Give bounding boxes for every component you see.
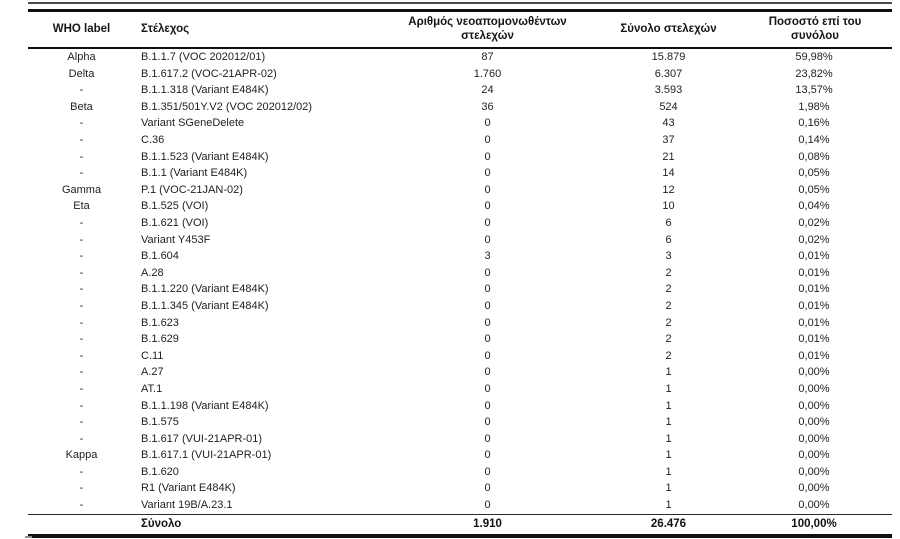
strain-cell: B.1.617 (VUI-21APR-01): [141, 432, 263, 445]
new-isolates-cell: 0: [484, 399, 491, 412]
table-row: [28, 381, 892, 398]
new-isolates-cell: 0: [484, 482, 491, 495]
table-row: [28, 165, 892, 182]
who-label-cell: Delta: [68, 67, 95, 80]
new-isolates-cell: 0: [484, 349, 491, 362]
who-label-cell: -: [79, 482, 84, 495]
who-label-cell: -: [79, 499, 84, 512]
table-row: [28, 115, 892, 132]
header-pct-of-total: Ποσοστό επί του συνόλου: [760, 11, 892, 49]
header-strain: Στέλεχος: [135, 11, 398, 49]
table-row: [28, 331, 892, 348]
who-label-cell: Beta: [70, 100, 93, 113]
pct-cell: 0,00%: [798, 416, 830, 429]
who-label-cell: -: [79, 266, 84, 279]
new-isolates-cell: 0: [484, 333, 491, 346]
cropped-footnote-mark: [25, 536, 32, 538]
total-strains-cell: 3.593: [654, 84, 683, 97]
table-header: [28, 11, 892, 49]
total-strains-cell: 2: [665, 316, 672, 329]
new-isolates-cell: 0: [484, 266, 491, 279]
strain-cell: B.1.623: [141, 316, 179, 329]
total-strains-cell: 1: [665, 416, 672, 429]
new-isolates-cell: 87: [481, 51, 494, 64]
total-strains-cell: 2: [665, 266, 672, 279]
new-isolates-cell: 0: [484, 233, 491, 246]
who-label-cell: -: [79, 134, 84, 146]
new-isolates-cell: 0: [484, 134, 491, 146]
total-strains-cell: 15.879: [651, 51, 686, 64]
total-strains-cell: 1: [665, 465, 672, 478]
new-isolates-cell: 0: [484, 432, 491, 445]
pct-cell: 0,00%: [798, 465, 830, 478]
pct-cell: 0,00%: [798, 499, 830, 512]
table-row: [28, 315, 892, 332]
pct-cell: 0,00%: [798, 432, 830, 445]
new-isolates-cell: 0: [484, 200, 491, 213]
strain-cell: C.36: [141, 134, 165, 146]
who-label-cell: -: [79, 167, 84, 180]
strain-cell: A.28: [141, 266, 164, 279]
total-strains-cell: 37: [662, 134, 675, 146]
who-label-cell: -: [79, 299, 84, 312]
table-row: [28, 66, 892, 83]
strain-cell: B.1.351/501Y.V2 (VOC 202012/02): [141, 100, 313, 113]
total-strains-cell: 12: [662, 183, 675, 196]
pct-cell: 1,98%: [798, 100, 830, 113]
table-row: [28, 398, 892, 415]
table-row: [28, 198, 892, 215]
who-label-cell: Alpha: [67, 51, 96, 64]
header-who-label: WHO label: [28, 11, 135, 49]
new-isolates-cell: 1.760: [473, 67, 502, 80]
who-label-cell: -: [79, 117, 84, 130]
pct-cell: 0,00%: [798, 366, 830, 379]
strain-cell: B.1.621 (VOI): [141, 216, 209, 229]
table-row: [28, 497, 892, 514]
strain-cell: P.1 (VOC-21JAN-02): [141, 183, 243, 196]
pct-cell: 0,01%: [798, 299, 830, 312]
header-total-strains: Σύνολο στελεχών: [577, 11, 760, 49]
strain-cell: B.1.1.7 (VOC 202012/01): [141, 51, 266, 64]
pct-cell: 0,14%: [798, 134, 830, 146]
total-strains-cell: 1: [665, 382, 672, 395]
new-isolates-cell: 36: [481, 100, 494, 113]
new-isolates-cell: 0: [484, 465, 491, 478]
who-label-cell: -: [79, 233, 84, 246]
table-top-rule: [28, 2, 892, 9]
total-strains-cell: 2: [665, 283, 672, 296]
total-strains-cell: 2: [665, 333, 672, 346]
total-strains-cell: 6: [665, 216, 672, 229]
total-strains-cell: 1: [665, 499, 672, 512]
who-label-cell: -: [79, 382, 84, 395]
strain-cell: B.1.1.318 (Variant E484K): [141, 84, 269, 97]
strain-cell: B.1.617.1 (VUI-21APR-01): [141, 449, 272, 462]
strain-cell: B.1.525 (VOI): [141, 200, 209, 213]
new-isolates-cell: 0: [484, 449, 491, 462]
table-row: [28, 281, 892, 298]
who-label-cell: -: [79, 316, 84, 329]
strain-cell: C.11: [141, 349, 164, 362]
who-label-cell: -: [79, 366, 84, 379]
table-row: [28, 480, 892, 497]
who-label-cell: -: [79, 84, 84, 97]
new-isolates-cell: 0: [484, 316, 491, 329]
who-label-cell: -: [79, 150, 84, 163]
pct-cell: 0,01%: [798, 349, 830, 362]
total-new-cell: 1.910: [398, 514, 577, 536]
who-label-cell: -: [79, 349, 84, 362]
strain-cell: B.1.604: [141, 250, 179, 263]
pct-cell: 0,05%: [798, 167, 830, 180]
new-isolates-cell: 0: [484, 382, 491, 395]
strain-cell: B.1.575: [141, 416, 179, 429]
total-strains-cell: 524: [659, 100, 678, 113]
pct-cell: 0,02%: [798, 233, 830, 246]
pct-cell: 0,04%: [798, 200, 830, 213]
strain-cell: B.1.617.2 (VOC-21APR-02): [141, 67, 277, 80]
pct-cell: 0,08%: [798, 150, 830, 163]
total-strains-cell: 1: [665, 449, 672, 462]
strain-cell: AT.1: [141, 382, 163, 395]
total-row: [28, 514, 892, 536]
strain-cell: B.1.1.345 (Variant E484K): [141, 299, 269, 312]
table-row: [28, 464, 892, 481]
table-row: [28, 149, 892, 166]
new-isolates-cell: 0: [484, 117, 491, 130]
pct-cell: 0,00%: [798, 482, 830, 495]
total-strains-cell: 14: [662, 167, 675, 180]
table-row: [28, 215, 892, 232]
table-row: [28, 348, 892, 365]
table-row: [28, 82, 892, 99]
who-label-cell: -: [79, 216, 84, 229]
total-strains-cell: 6.307: [654, 67, 683, 80]
pct-cell: 13,57%: [795, 84, 833, 97]
strain-cell: B.1.1 (Variant E484K): [141, 167, 248, 180]
strain-cell: B.1.1.198 (Variant E484K): [141, 399, 269, 412]
new-isolates-cell: 0: [484, 416, 491, 429]
total-strains-cell: 2: [665, 299, 672, 312]
pct-cell: 0,00%: [798, 449, 830, 462]
who-label-cell: Gamma: [61, 183, 102, 196]
strain-cell: B.1.620: [141, 465, 179, 478]
table-row: [28, 132, 892, 149]
new-isolates-cell: 3: [484, 250, 491, 263]
table-row: [28, 364, 892, 381]
variants-table-container: [28, 2, 892, 538]
total-strains-cell: 1: [665, 399, 672, 412]
pct-cell: 0,01%: [798, 266, 830, 279]
who-label-cell: -: [79, 283, 84, 296]
who-label-cell: -: [79, 250, 84, 263]
new-isolates-cell: 24: [481, 84, 494, 97]
who-label-cell: -: [79, 333, 84, 346]
strain-cell: B.1.629: [141, 333, 179, 346]
table-row: [28, 414, 892, 431]
who-label-cell: -: [79, 399, 84, 412]
new-isolates-cell: 0: [484, 183, 491, 196]
total-strains-cell: 1: [665, 366, 672, 379]
pct-cell: 0,00%: [798, 382, 830, 395]
new-isolates-cell: 0: [484, 366, 491, 379]
pct-cell: 0,01%: [798, 250, 830, 263]
total-total-cell: 26.476: [577, 514, 760, 536]
who-label-cell: Eta: [73, 200, 90, 213]
total-strains-cell: 43: [662, 117, 675, 130]
table-row: [28, 298, 892, 315]
total-strains-cell: 1: [665, 432, 672, 445]
table-row: [28, 99, 892, 116]
new-isolates-cell: 0: [484, 499, 491, 512]
total-who-cell: [28, 514, 135, 536]
header-row: [28, 11, 892, 49]
variants-table: [28, 9, 892, 538]
pct-cell: 23,82%: [795, 67, 833, 80]
new-isolates-cell: 0: [484, 299, 491, 312]
strain-cell: A.27: [141, 366, 164, 379]
new-isolates-cell: 0: [484, 283, 491, 296]
who-label-cell: -: [79, 465, 84, 478]
total-strains-cell: 2: [665, 349, 672, 362]
strain-cell: Variant SGeneDelete: [141, 117, 245, 130]
total-pct-cell: 100,00%: [760, 514, 892, 536]
new-isolates-cell: 0: [484, 150, 491, 163]
table-row: [28, 232, 892, 249]
total-strains-cell: 1: [665, 482, 672, 495]
pct-cell: 0,01%: [798, 283, 830, 296]
who-label-cell: -: [79, 432, 84, 445]
table-row: [28, 265, 892, 282]
pct-cell: 59,98%: [795, 51, 833, 64]
strain-cell: Variant Y453F: [141, 233, 211, 246]
pct-cell: 0,02%: [798, 216, 830, 229]
strain-cell: Variant 19B/A.23.1: [141, 499, 233, 512]
table-row: [28, 48, 892, 66]
pct-cell: 0,00%: [798, 399, 830, 412]
total-strains-cell: 6: [665, 233, 672, 246]
header-new-isolates: Αριθμός νεοαπομονωθέντων στελεχών: [398, 11, 577, 49]
pct-cell: 0,01%: [798, 333, 830, 346]
who-label-cell: -: [79, 416, 84, 429]
total-strains-cell: 3: [665, 250, 672, 263]
new-isolates-cell: 0: [484, 167, 491, 180]
table-body: [28, 48, 892, 514]
strain-cell: B.1.1.523 (Variant E484K): [141, 150, 269, 163]
pct-cell: 0,05%: [798, 183, 830, 196]
strain-cell: B.1.1.220 (Variant E484K): [141, 283, 269, 296]
table-row: [28, 248, 892, 265]
total-label-cell: Σύνολο: [135, 514, 398, 536]
who-label-cell: Kappa: [65, 449, 98, 462]
strain-cell: R1 (Variant E484K): [141, 482, 236, 495]
table-footer: [28, 514, 892, 536]
pct-cell: 0,01%: [798, 316, 830, 329]
table-row: [28, 447, 892, 464]
table-row: [28, 431, 892, 448]
total-strains-cell: 10: [662, 200, 675, 213]
table-row: [28, 182, 892, 199]
new-isolates-cell: 0: [484, 216, 491, 229]
total-strains-cell: 21: [662, 150, 675, 163]
pct-cell: 0,16%: [798, 117, 830, 130]
